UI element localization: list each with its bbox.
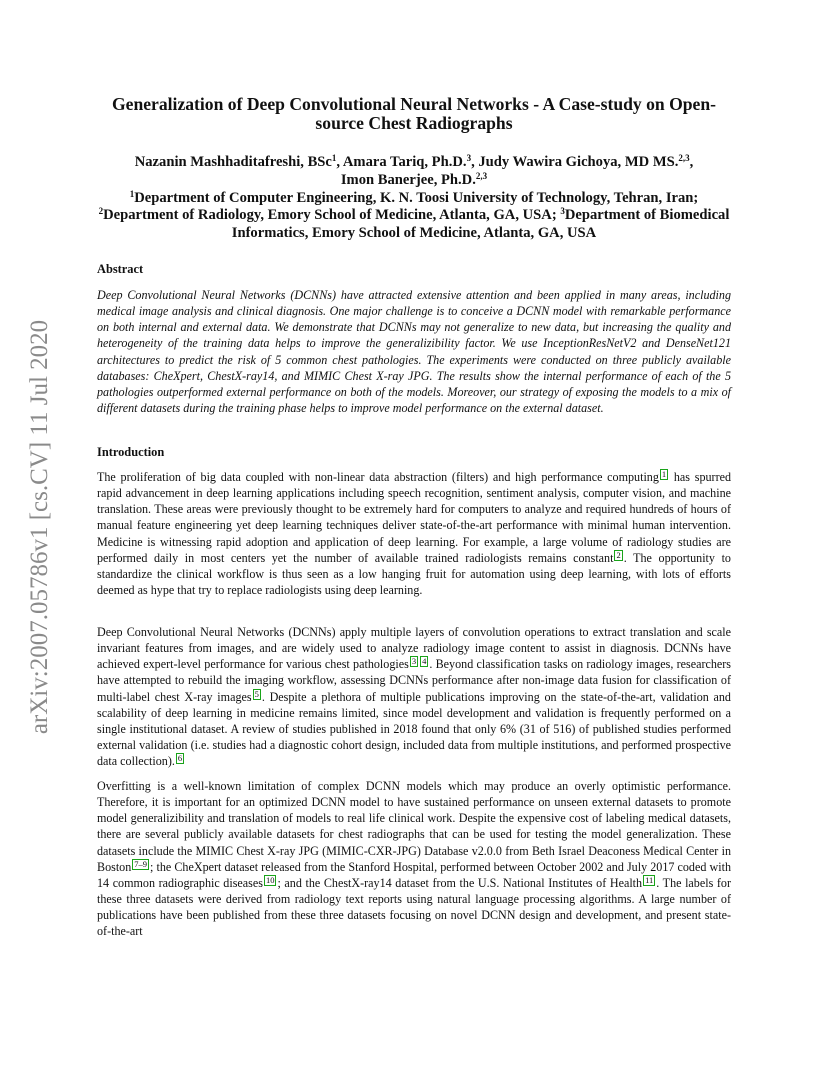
author-affiliation-mark: 2,3 (678, 153, 690, 163)
paragraph-text: ; and the ChestX-ray14 dataset from the U.S. National Institutes of Health (277, 875, 643, 890)
paragraph-text: The proliferation of big data coupled with non-linear data abstraction (filters) and high performance computing (97, 470, 659, 484)
affiliation-text: Department of Radiology, Emory School of Medicine, Atlanta, GA, USA; (103, 207, 561, 224)
author-name: Imon Banerjee, Ph.D. (340, 172, 476, 188)
paragraph-text: . Beyond classification tasks on radiology images, researchers have attempted to rebuild the imaging workflow, assessing DCNNs performance after non-image data fusion for classification of multi-label chest X-ray images (97, 657, 732, 704)
citation-link[interactable]: 3 (411, 656, 417, 667)
affiliation-mark: 1 (129, 189, 135, 199)
citation-link[interactable]: 2 (616, 549, 621, 560)
affiliation-list (90, 190, 738, 242)
abstract-heading: Abstract (97, 262, 144, 276)
author-affiliation-mark: 3 (466, 153, 472, 163)
citation-link[interactable]: 4 (422, 656, 427, 667)
paragraph-text: ; the CheXpert dataset released from the Stanford Hospital, performed between October 2002 and July 2017 coded with 14 common radiographic diseases (97, 859, 731, 890)
author-name: , Judy Wawira Gichoya, MD MS. (471, 154, 679, 170)
affiliation-text: Department of Biomedical Informatics, Emory School of Medicine, Atlanta, GA, USA (231, 207, 730, 241)
paragraph-text: Deep Convolutional Neural Networks (DCNNs) apply multiple layers of convolution operations to extract translation and scale invariant features from images, and are widely used to analyze radiology image content to assist in diagnosis. DCNNs have achieved expert-level performance for various chest pathologies (97, 625, 731, 672)
affiliation-text: Department of Computer Engineering, K. N. Toosi University of Technology, Tehran, Iran; (134, 190, 699, 206)
paper-title: Generalization of Deep Convolutional Neural Networks - A Case-study on Open-source Chest Radiographs (111, 94, 717, 133)
arxiv-identifier-stamp (22, 296, 58, 758)
paragraph-text: . Despite a plethora of multiple publications improving on the state-of-the-art, validation and scalability of deep learning in medicine remains limited, since model development and validation is frequently performed on a single institutional dataset. A review of studies published in 2018 found that only 6% (31 of 516) of published studies performed external validation (i.e. studies had a diagnostic cohort design, included data from multiple institutions, and performed prospective data collection). (97, 689, 731, 769)
citation-link[interactable]: 5 (254, 688, 259, 699)
affiliation-mark: 3 (560, 206, 565, 217)
author-name: , Amara Tariq, Ph.D. (336, 154, 467, 170)
intro-paragraph-2 (97, 624, 731, 769)
paragraph-text: . The labels for these three datasets were derived from radiology text reports using natural language processing algorithms. A large number of publications have been published from these three datasets focusing on novel DCNN design and development, and present state-of-the-art (97, 875, 731, 939)
author-affiliation-mark: 2,3 (475, 171, 488, 181)
author-affiliation-mark: 1 (331, 153, 337, 163)
author-separator: , (689, 154, 694, 170)
author-list (90, 153, 738, 189)
citation-link[interactable]: 7–9 (134, 858, 148, 869)
abstract-text: Deep Convolutional Neural Networks (DCNNs) have attracted extensive attention and been applied in many areas, including medical image analysis and clinical diagnosis. One major challenge is to conceive a DCNN model with remarkable performance on both internal and external data. We demonstrate that DCNNs may not generalize to new data, but increasing the quality and heterogeneity of the training data helps to improve the generalizibility factor. We use InceptionResNetV2 and DenseNet121 architectures to predict the risk of 5 common chest pathologies. The experiments were conducted on three publicly available databases: CheXpert, ChestX-ray14, and MIMIC Chest X-ray JPG. The results show the internal performance of each of the 5 pathologies outperformed external performance on both of the models. Moreover, our strategy of exposing the models to a mix of different datasets during the training phase helps to improve model performance on the external dataset. (97, 288, 731, 416)
citation-link[interactable]: 11 (645, 874, 654, 885)
citation-link[interactable]: 6 (177, 753, 183, 764)
paragraph-text: . The opportunity to standardize the clinical workflow is thus seen as a low hanging fruit for automation using deep learning, with lots of efforts deemed as hype that try to replace radiologists using deep learning. (97, 550, 731, 598)
citation-link[interactable]: 1 (661, 469, 667, 479)
author-name: Nazanin Mashhaditafreshi, BSc (134, 154, 332, 170)
arxiv-identifier-text: arXiv:2007.05786v1 [cs.CV] 11 Jul 2020 (26, 319, 54, 735)
paragraph-text: Overfitting is a well-known limitation of complex DCNN models which may produce an overly optimistic performance. Therefore, it is important for an optimized DCNN model to have sustained performance on unseen external datasets to promote model generalizibility and translation of models to real life clinical work. Despite the expensive cost of labeling medical datasets, there are several publicly available datasets for chest radiographs that can be used for testing the model generalization. These datasets include the MIMIC Chest X-ray JPG (MIMIC-CXR-JPG) Database v2.0.0 from Beth Israel Deaconess Medical Center in Boston (97, 779, 731, 874)
citation-link[interactable]: 10 (265, 874, 275, 885)
paragraph-text: has spurred rapid advancement in deep learning applications including speech recognition, sentiment analysis, computer vision, and machine translation. These areas were previously thought to be extremely hard for computers to analyze and required hundreds of hours of manual feature engineering yet deep learning techniques deliver state-of-the-art performance with minimal human intervention. Medicine is witnessing rapid adoption and application of deep learning. For example, a large volume of radiology studies are performed daily in most centers yet the number of available trained radiologists remains constant (97, 470, 732, 565)
introduction-heading: Introduction (97, 445, 165, 459)
intro-paragraph-1 (97, 469, 731, 598)
affiliation-mark: 2 (98, 206, 104, 217)
intro-paragraph-3 (97, 778, 731, 940)
